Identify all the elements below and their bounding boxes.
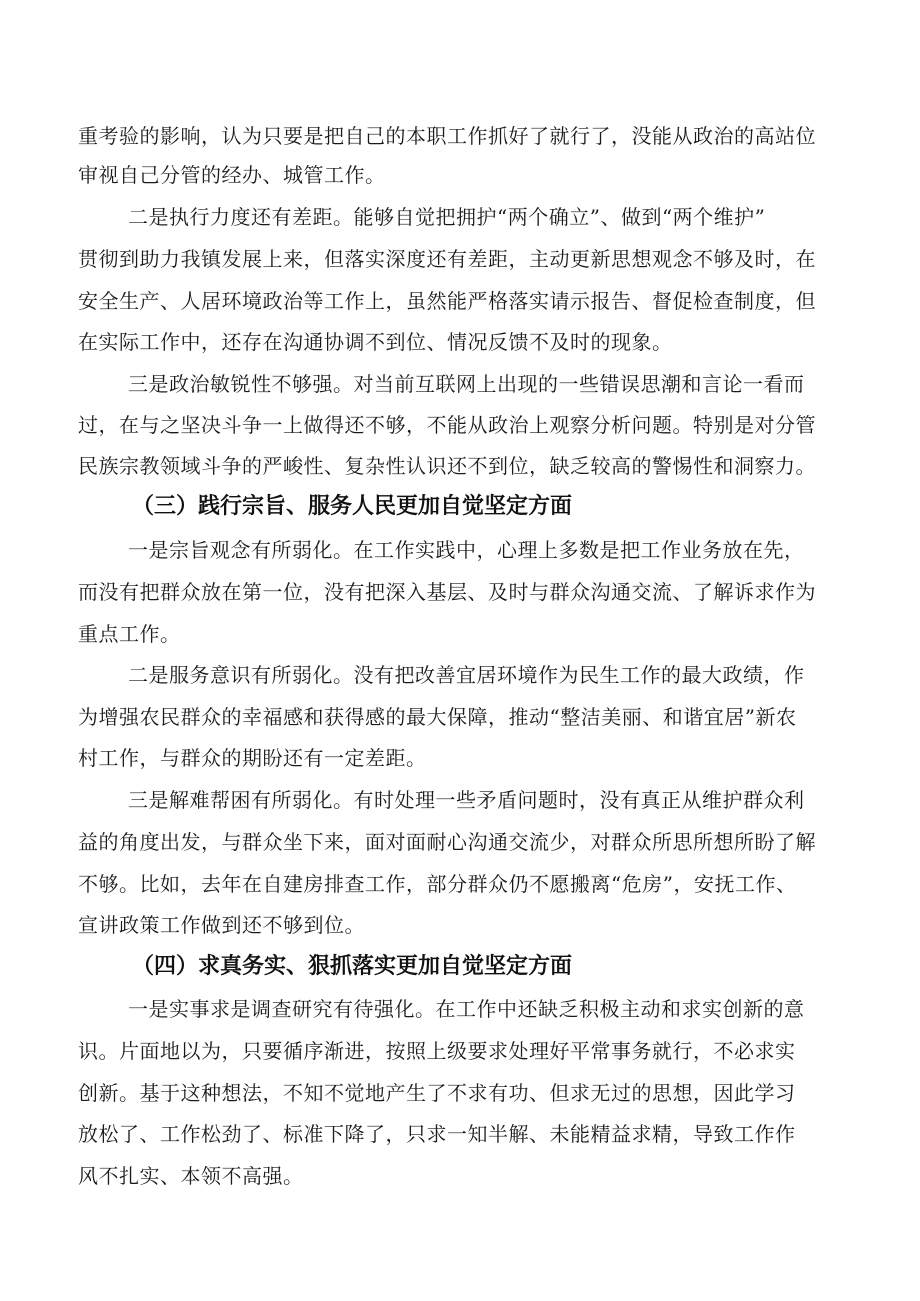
paragraph-line: 而没有把群众放在第一位，没有把深入基层、及时与群众沟通交流、了解诉求作为 <box>78 580 816 604</box>
paragraph-line: 安全生产、人居环境政治等工作上，虽然能严格落实请示报告、督促检查制度，但 <box>78 289 816 313</box>
paragraph-line: 过，在与之坚决斗争一上做得还不够，不能从政治上观察分析问题。特别是对分管 <box>78 413 816 437</box>
paragraph-line: 一是宗旨观念有所弱化。在工作实践中，心理上多数是把工作业务放在先， <box>128 538 805 562</box>
paragraph-line: 三是解难帮困有所弱化。有时处理一些矛盾问题时，没有真正从维护群众利 <box>128 788 805 812</box>
paragraph-line: 创新。基于这种想法，不知不觉地产生了不求有功、但求无过的思想，因此学习 <box>78 1081 796 1105</box>
paragraph-line: 贯彻到助力我镇发展上来，但落实深度还有差距，主动更新思想观念不够及时，在 <box>78 247 816 271</box>
paragraph-line: 二是执行力度还有差距。能够自觉把拥护“两个确立”、做到“两个维护” <box>128 205 766 229</box>
paragraph-line: 三是政治敏锐性不够强。对当前互联网上出现的一些错误思潮和言论一看而 <box>128 372 805 396</box>
paragraph-line: 宣讲政策工作做到还不够到位。 <box>78 913 365 937</box>
paragraph-line: 重点工作。 <box>78 622 181 646</box>
paragraph-line: 重考验的影响，认为只要是把自己的本职工作抓好了就行了，没能从政治的高站位 <box>78 124 816 148</box>
paragraph-line: 民族宗教领域斗争的严峻性、复杂性认识还不到位，缺乏较高的警惕性和洞察力。 <box>78 454 816 478</box>
paragraph-line: 在实际工作中，还存在沟通协调不到位、情况反馈不及时的现象。 <box>78 330 673 354</box>
paragraph-line: 为增强农民群众的幸福感和获得感的最大保障，推动“整洁美丽、和谐宜居”新农 <box>78 705 797 729</box>
paragraph-line: 一是实事求是调查研究有待强化。在工作中还缺乏积极主动和求实创新的意 <box>128 997 805 1021</box>
paragraph-line: 不够。比如，去年在自建房排查工作，部分群众仍不愿搬离“危房”，安抚工作、 <box>78 872 797 896</box>
section-heading: （四）求真务实、狠抓落实更加自觉坚定方面 <box>132 954 573 979</box>
paragraph-line: 二是服务意识有所弱化。没有把改善宜居环境作为民生工作的最大政绩，作 <box>128 663 805 687</box>
paragraph-line: 风不扎实、本领不高强。 <box>78 1164 304 1188</box>
paragraph-line: 放松了、工作松劲了、标准下降了，只求一知半解、未能精益求精，导致工作作 <box>78 1122 796 1146</box>
section-heading: （三）践行宗旨、服务人民更加自觉坚定方面 <box>132 494 573 519</box>
paragraph-line: 益的角度出发，与群众坐下来，面对面耐心沟通交流少，对群众所思所想所盼了解 <box>78 830 816 854</box>
paragraph-line: 审视自己分管的经办、城管工作。 <box>78 163 386 187</box>
paragraph-line: 村工作，与群众的期盼还有一定差距。 <box>78 746 427 770</box>
paragraph-line: 识。片面地以为，只要循序渐进，按照上级要求处理好平常事务就行，不必求实 <box>78 1039 796 1063</box>
